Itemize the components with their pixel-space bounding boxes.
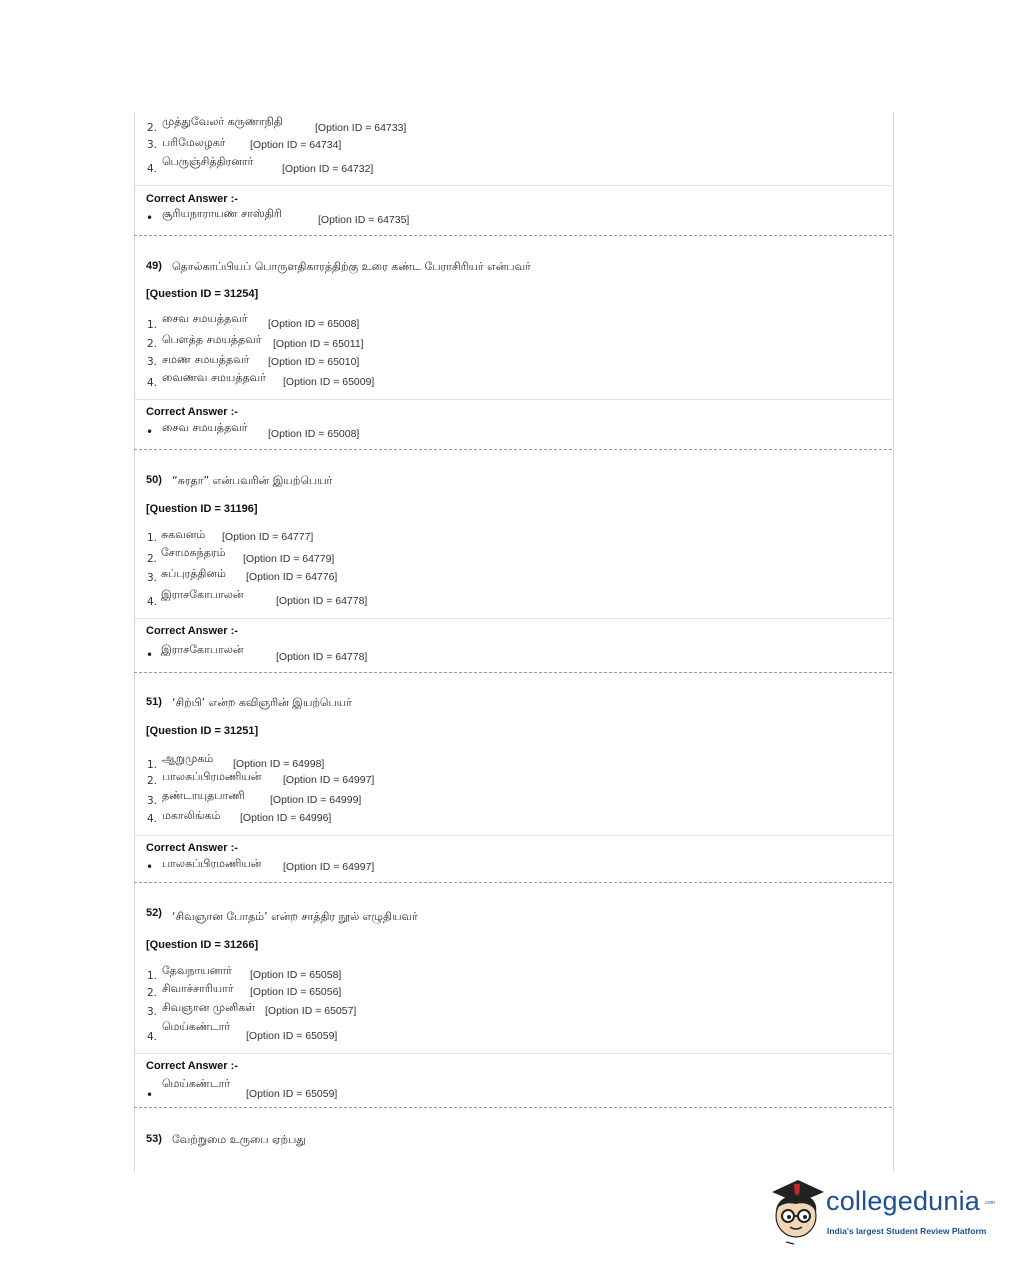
question-separator xyxy=(134,449,892,450)
answer-text: சூரியநாராயண சாஸ்திரி xyxy=(162,207,282,220)
question-text: வேற்றுமை உருபை ஏற்பது xyxy=(172,1133,306,1146)
option-number: 1. xyxy=(147,532,158,544)
option-text: மகாலிங்கம் xyxy=(162,809,221,822)
answer-text: இராசகோபாலன் xyxy=(161,643,244,656)
option-text: சுப்புரத்தினம் xyxy=(161,567,226,580)
question-number: 50) xyxy=(146,474,162,486)
mascot-icon xyxy=(766,1176,828,1246)
question-id: [Question ID = 31251] xyxy=(146,725,259,737)
option-text: தண்டாயுதபாணி xyxy=(162,789,245,802)
option-id: [Option ID = 64999] xyxy=(270,794,362,806)
option-text: சைவ சமயத்தவர் xyxy=(162,312,248,325)
correct-answer-label: Correct Answer :- xyxy=(146,1060,238,1072)
option-id: [Option ID = 65010] xyxy=(268,356,360,368)
option-id: [Option ID = 65008] xyxy=(268,318,360,330)
option-id: [Option ID = 64778] xyxy=(276,595,368,607)
option-text: சிவஞான முனிகள் xyxy=(162,1001,256,1014)
option-number: 1. xyxy=(147,759,158,771)
collegedunia-logo xyxy=(766,1176,996,1248)
question-text: ‘சிற்பி’ என்ற கவிஞரின் இயற்பெயர் xyxy=(172,696,352,709)
option-number: 4. xyxy=(147,163,158,175)
answer-text: மெய்கண்டார் xyxy=(162,1077,231,1090)
question-number: 49) xyxy=(146,260,162,272)
option-text: மெய்கண்டார் xyxy=(162,1020,231,1033)
correct-answer-label: Correct Answer :- xyxy=(146,625,238,637)
option-number: 1. xyxy=(147,970,158,982)
divider xyxy=(134,835,892,836)
option-id: [Option ID = 64997] xyxy=(283,774,375,786)
divider xyxy=(134,618,892,619)
option-text: பெருஞ்சித்திரனார் xyxy=(162,155,254,168)
divider xyxy=(134,1053,892,1054)
question-separator xyxy=(134,672,892,673)
option-text: பாலசுப்பிரமணியன் xyxy=(162,770,262,783)
option-text: ஆறுமுகம் xyxy=(162,752,214,765)
answer-text: சைவ சமயத்தவர் xyxy=(162,421,248,434)
logo-wordmark: collegedunia xyxy=(826,1186,981,1216)
option-id: [Option ID = 64779] xyxy=(243,553,335,565)
option-number: 2. xyxy=(147,122,158,134)
option-id: [Option ID = 65009] xyxy=(283,376,375,388)
question-id: [Question ID = 31254] xyxy=(146,288,259,300)
option-id: [Option ID = 64732] xyxy=(282,163,374,175)
option-number: 1. xyxy=(147,319,158,331)
option-number: 2. xyxy=(147,987,158,999)
answer-option-id: [Option ID = 65008] xyxy=(268,428,360,440)
option-number: 4. xyxy=(147,377,158,389)
option-number: 2. xyxy=(147,553,158,565)
option-number: 3. xyxy=(147,795,158,807)
logo-tagline: India's largest Student Review Platform xyxy=(827,1226,987,1236)
bullet: • xyxy=(146,648,154,662)
divider xyxy=(134,399,892,400)
option-number: 3. xyxy=(147,356,158,368)
question-separator xyxy=(134,882,892,883)
bullet: • xyxy=(146,860,154,874)
option-number: 4. xyxy=(147,596,158,608)
option-id: [Option ID = 64734] xyxy=(250,139,342,151)
question-text: “சுரதா” என்பவரின் இயற்பெயர் xyxy=(172,474,333,487)
option-id: [Option ID = 65056] xyxy=(250,986,342,998)
option-number: 4. xyxy=(147,813,158,825)
question-id: [Question ID = 31196] xyxy=(146,503,258,515)
answer-option-id: [Option ID = 64778] xyxy=(276,651,368,663)
option-number: 3. xyxy=(147,139,158,151)
option-id: [Option ID = 64998] xyxy=(233,758,325,770)
option-number: 3. xyxy=(147,572,158,584)
option-id: [Option ID = 64996] xyxy=(240,812,332,824)
question-separator xyxy=(134,1107,892,1108)
option-text: சுகவனம் xyxy=(161,528,206,541)
option-text: பௌத்த சமயத்தவர் xyxy=(162,333,262,346)
option-text: பரிமேலழகர் xyxy=(162,136,226,149)
option-id: [Option ID = 64776] xyxy=(246,571,338,583)
option-text: முத்துவேலர் கருணாநிதி xyxy=(162,115,283,128)
bullet: • xyxy=(146,1088,154,1102)
option-id: [Option ID = 65059] xyxy=(246,1030,338,1042)
option-number: 2. xyxy=(147,775,158,787)
logo-com: .com xyxy=(984,1200,995,1206)
question-text: ‘சிவஞான போதம்’ என்ற சாத்திர நூல் எழுதியவர் xyxy=(172,910,418,923)
option-text: தேவநாயனார் xyxy=(162,964,232,977)
option-id: [Option ID = 65058] xyxy=(250,969,342,981)
question-number: 53) xyxy=(146,1133,162,1145)
question-number: 52) xyxy=(146,907,162,919)
divider xyxy=(134,185,892,186)
option-text: சோமசுந்தரம் xyxy=(161,546,226,559)
option-id: [Option ID = 64733] xyxy=(315,122,407,134)
option-number: 4. xyxy=(147,1031,158,1043)
correct-answer-label: Correct Answer :- xyxy=(146,406,238,418)
answer-text: பாலசுப்பிரமணியன் xyxy=(162,857,262,870)
option-text: வைணவ சமயத்தவர் xyxy=(162,371,266,384)
option-text: இராசகோபாலன் xyxy=(161,588,244,601)
question-number: 51) xyxy=(146,696,162,708)
option-text: சிவாச்சாரியார் xyxy=(162,982,234,995)
option-number: 2. xyxy=(147,338,158,350)
answer-option-id: [Option ID = 64735] xyxy=(318,214,410,226)
option-id: [Option ID = 65011] xyxy=(273,338,364,350)
option-text: சமண சமயத்தவர் xyxy=(162,353,250,366)
option-id: [Option ID = 65057] xyxy=(265,1005,357,1017)
bullet: • xyxy=(146,211,154,225)
question-id: [Question ID = 31266] xyxy=(146,939,259,951)
option-id: [Option ID = 64777] xyxy=(222,531,314,543)
question-separator xyxy=(134,235,892,236)
answer-option-id: [Option ID = 64997] xyxy=(283,861,375,873)
correct-answer-label: Correct Answer :- xyxy=(146,842,238,854)
correct-answer-label: Correct Answer :- xyxy=(146,193,238,205)
bullet: • xyxy=(146,425,154,439)
answer-option-id: [Option ID = 65059] xyxy=(246,1088,338,1100)
question-text: தொல்காப்பியப் பொருளதிகாரத்திற்கு உரை கண்ட பேராசிரியர் என்பவர் xyxy=(172,260,531,273)
option-number: 3. xyxy=(147,1006,158,1018)
